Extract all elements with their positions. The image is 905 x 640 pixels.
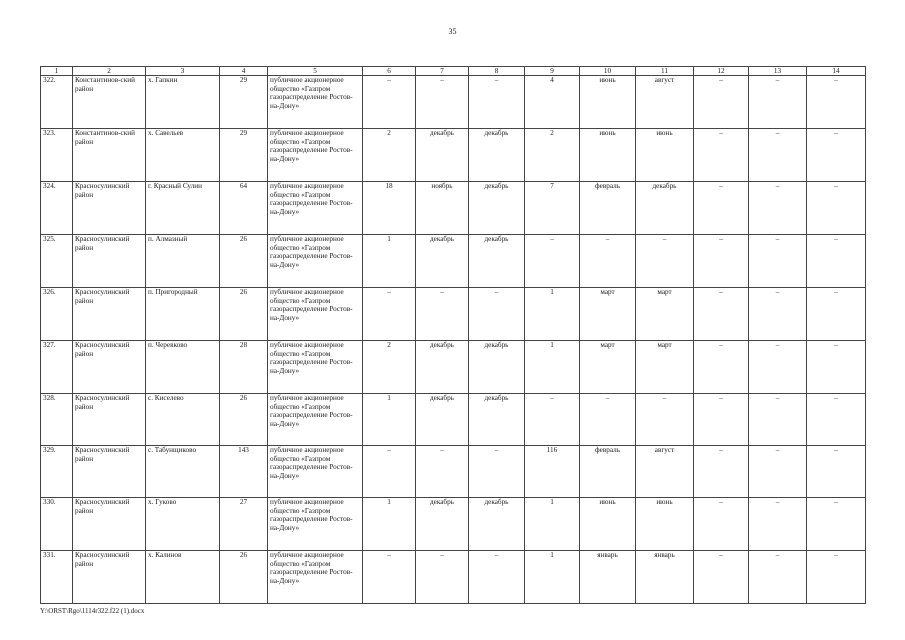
col14-cell: – <box>807 341 866 394</box>
organization-cell: публичное акционерное общество «Газпром газораспределение Ростов-на-Дону» <box>268 446 363 498</box>
column-header: 13 <box>749 67 807 76</box>
organization-cell: публичное акционерное общество «Газпром газораспределение Ростов-на-Дону» <box>268 288 363 341</box>
col13-cell: – <box>749 551 807 604</box>
col6-cell: 1 <box>363 498 416 551</box>
data-table <box>40 66 866 604</box>
count-cell: 26 <box>220 551 268 604</box>
col7-cell: – <box>416 288 469 341</box>
col13-cell: – <box>749 498 807 551</box>
col6-cell: – <box>363 551 416 604</box>
settlement-cell: х. Гуково <box>146 498 220 551</box>
table-row <box>41 288 866 341</box>
table-row <box>41 235 866 288</box>
col9-cell: 1 <box>525 288 580 341</box>
col6-cell: – <box>363 446 416 498</box>
organization-cell: публичное акционерное общество «Газпром газораспределение Ростов-на-Дону» <box>268 394 363 446</box>
district-cell: Красносулинский район <box>73 498 146 551</box>
row-number-cell: 324. <box>41 182 73 235</box>
col8-cell: декабрь <box>469 394 525 446</box>
district-cell: Красносулинский район <box>73 394 146 446</box>
settlement-cell: г. Красный Сулин <box>146 182 220 235</box>
table-row <box>41 182 866 235</box>
column-header: 9 <box>525 67 580 76</box>
col10-cell: февраль <box>580 182 636 235</box>
organization-cell: публичное акционерное общество «Газпром газораспределение Ростов-на-Дону» <box>268 551 363 604</box>
col9-cell: 1 <box>525 341 580 394</box>
col7-cell: декабрь <box>416 498 469 551</box>
district-cell: Красносулинский район <box>73 341 146 394</box>
column-header: 11 <box>636 67 694 76</box>
col10-cell: март <box>580 341 636 394</box>
district-cell: Красносулинский район <box>73 288 146 341</box>
col14-cell: – <box>807 182 866 235</box>
col8-cell: – <box>469 446 525 498</box>
col11-cell: август <box>636 76 694 129</box>
col12-cell: – <box>694 182 749 235</box>
col12-cell: – <box>694 394 749 446</box>
count-cell: 28 <box>220 341 268 394</box>
settlement-cell: п. Алмазный <box>146 235 220 288</box>
col13-cell: – <box>749 288 807 341</box>
col12-cell: – <box>694 446 749 498</box>
col10-cell: июнь <box>580 129 636 182</box>
column-header: 2 <box>73 67 146 76</box>
col13-cell: – <box>749 76 807 129</box>
row-number-cell: 331. <box>41 551 73 604</box>
col12-cell: – <box>694 498 749 551</box>
table-row <box>41 341 866 394</box>
count-cell: 26 <box>220 394 268 446</box>
count-cell: 26 <box>220 288 268 341</box>
count-cell: 143 <box>220 446 268 498</box>
col7-cell: – <box>416 76 469 129</box>
row-number-cell: 322. <box>41 76 73 129</box>
col9-cell: 2 <box>525 129 580 182</box>
row-number-cell: 327. <box>41 341 73 394</box>
row-number-cell: 323. <box>41 129 73 182</box>
district-cell: Красносулинский район <box>73 182 146 235</box>
col10-cell: июнь <box>580 498 636 551</box>
col11-cell: август <box>636 446 694 498</box>
row-number-cell: 328. <box>41 394 73 446</box>
row-number-cell: 326. <box>41 288 73 341</box>
col13-cell: – <box>749 182 807 235</box>
col14-cell: – <box>807 129 866 182</box>
col7-cell: декабрь <box>416 235 469 288</box>
col7-cell: ноябрь <box>416 182 469 235</box>
column-header: 7 <box>416 67 469 76</box>
page-number: 35 <box>448 27 457 36</box>
column-header: 3 <box>146 67 220 76</box>
col14-cell: – <box>807 394 866 446</box>
col10-cell: февраль <box>580 446 636 498</box>
settlement-cell: п. Черевково <box>146 341 220 394</box>
col9-cell: 1 <box>525 498 580 551</box>
file-path-footer: Y:\ORST\Rgo\1114r322.f22 (1).docx <box>40 607 145 615</box>
count-cell: 27 <box>220 498 268 551</box>
col6-cell: 1 <box>363 394 416 446</box>
settlement-cell: х. Калинов <box>146 551 220 604</box>
settlement-cell: х. Савельев <box>146 129 220 182</box>
col9-cell: – <box>525 394 580 446</box>
col8-cell: – <box>469 551 525 604</box>
row-number-cell: 329. <box>41 446 73 498</box>
col8-cell: декабрь <box>469 129 525 182</box>
organization-cell: публичное акционерное общество «Газпром газораспределение Ростов-на-Дону» <box>268 76 363 129</box>
col11-cell: июнь <box>636 498 694 551</box>
col6-cell: 2 <box>363 129 416 182</box>
settlement-cell: с. Табунщиково <box>146 446 220 498</box>
col13-cell: – <box>749 394 807 446</box>
col9-cell: 1 <box>525 551 580 604</box>
col6-cell: 2 <box>363 341 416 394</box>
col8-cell: декабрь <box>469 498 525 551</box>
col11-cell: январь <box>636 551 694 604</box>
col13-cell: – <box>749 341 807 394</box>
organization-cell: публичное акционерное общество «Газпром газораспределение Ростов-на-Дону» <box>268 129 363 182</box>
district-cell: Красносулинский район <box>73 446 146 498</box>
col7-cell: декабрь <box>416 129 469 182</box>
settlement-cell: х. Гапкин <box>146 76 220 129</box>
settlement-cell: с. Киселево <box>146 394 220 446</box>
table-row <box>41 446 866 498</box>
col8-cell: декабрь <box>469 341 525 394</box>
col8-cell: декабрь <box>469 182 525 235</box>
district-cell: Красносулинский район <box>73 551 146 604</box>
table-row <box>41 394 866 446</box>
col6-cell: – <box>363 288 416 341</box>
column-header: 12 <box>694 67 749 76</box>
col11-cell: – <box>636 235 694 288</box>
col10-cell: январь <box>580 551 636 604</box>
column-header: 8 <box>469 67 525 76</box>
table-row <box>41 551 866 604</box>
col7-cell: декабрь <box>416 394 469 446</box>
column-header: 4 <box>220 67 268 76</box>
col9-cell: 116 <box>525 446 580 498</box>
col14-cell: – <box>807 446 866 498</box>
table-row <box>41 498 866 551</box>
col12-cell: – <box>694 235 749 288</box>
col11-cell: март <box>636 288 694 341</box>
col7-cell: декабрь <box>416 341 469 394</box>
count-cell: 29 <box>220 76 268 129</box>
table-row <box>41 129 866 182</box>
col13-cell: – <box>749 446 807 498</box>
col12-cell: – <box>694 76 749 129</box>
col14-cell: – <box>807 498 866 551</box>
col9-cell: 4 <box>525 76 580 129</box>
district-cell: Красносулинский район <box>73 235 146 288</box>
settlement-cell: п. Пригородный <box>146 288 220 341</box>
col7-cell: – <box>416 551 469 604</box>
col13-cell: – <box>749 235 807 288</box>
col12-cell: – <box>694 341 749 394</box>
col12-cell: – <box>694 288 749 341</box>
col11-cell: – <box>636 394 694 446</box>
col14-cell: – <box>807 551 866 604</box>
col10-cell: июнь <box>580 76 636 129</box>
district-cell: Константинов-ский район <box>73 76 146 129</box>
organization-cell: публичное акционерное общество «Газпром газораспределение Ростов-на-Дону» <box>268 235 363 288</box>
col10-cell: – <box>580 235 636 288</box>
col7-cell: – <box>416 446 469 498</box>
table-row <box>41 76 866 129</box>
count-cell: 29 <box>220 129 268 182</box>
col6-cell: – <box>363 76 416 129</box>
col6-cell: 18 <box>363 182 416 235</box>
col14-cell: – <box>807 76 866 129</box>
count-cell: 26 <box>220 235 268 288</box>
column-header: 14 <box>807 67 866 76</box>
count-cell: 64 <box>220 182 268 235</box>
district-cell: Константинов-ский район <box>73 129 146 182</box>
col9-cell: 7 <box>525 182 580 235</box>
column-header: 6 <box>363 67 416 76</box>
col10-cell: – <box>580 394 636 446</box>
column-header: 1 <box>41 67 73 76</box>
row-number-cell: 330. <box>41 498 73 551</box>
col8-cell: – <box>469 288 525 341</box>
col8-cell: – <box>469 76 525 129</box>
column-header: 5 <box>268 67 363 76</box>
col6-cell: 1 <box>363 235 416 288</box>
col10-cell: март <box>580 288 636 341</box>
row-number-cell: 325. <box>41 235 73 288</box>
col9-cell: – <box>525 235 580 288</box>
col13-cell: – <box>749 129 807 182</box>
col11-cell: декабрь <box>636 182 694 235</box>
col12-cell: – <box>694 551 749 604</box>
table-header-row <box>41 67 866 76</box>
col14-cell: – <box>807 288 866 341</box>
organization-cell: публичное акционерное общество «Газпром газораспределение Ростов-на-Дону» <box>268 182 363 235</box>
column-header: 10 <box>580 67 636 76</box>
table-body <box>41 76 866 604</box>
col12-cell: – <box>694 129 749 182</box>
organization-cell: публичное акционерное общество «Газпром газораспределение Ростов-на-Дону» <box>268 498 363 551</box>
col11-cell: июнь <box>636 129 694 182</box>
col8-cell: декабрь <box>469 235 525 288</box>
col14-cell: – <box>807 235 866 288</box>
organization-cell: публичное акционерное общество «Газпром газораспределение Ростов-на-Дону» <box>268 341 363 394</box>
col11-cell: март <box>636 341 694 394</box>
